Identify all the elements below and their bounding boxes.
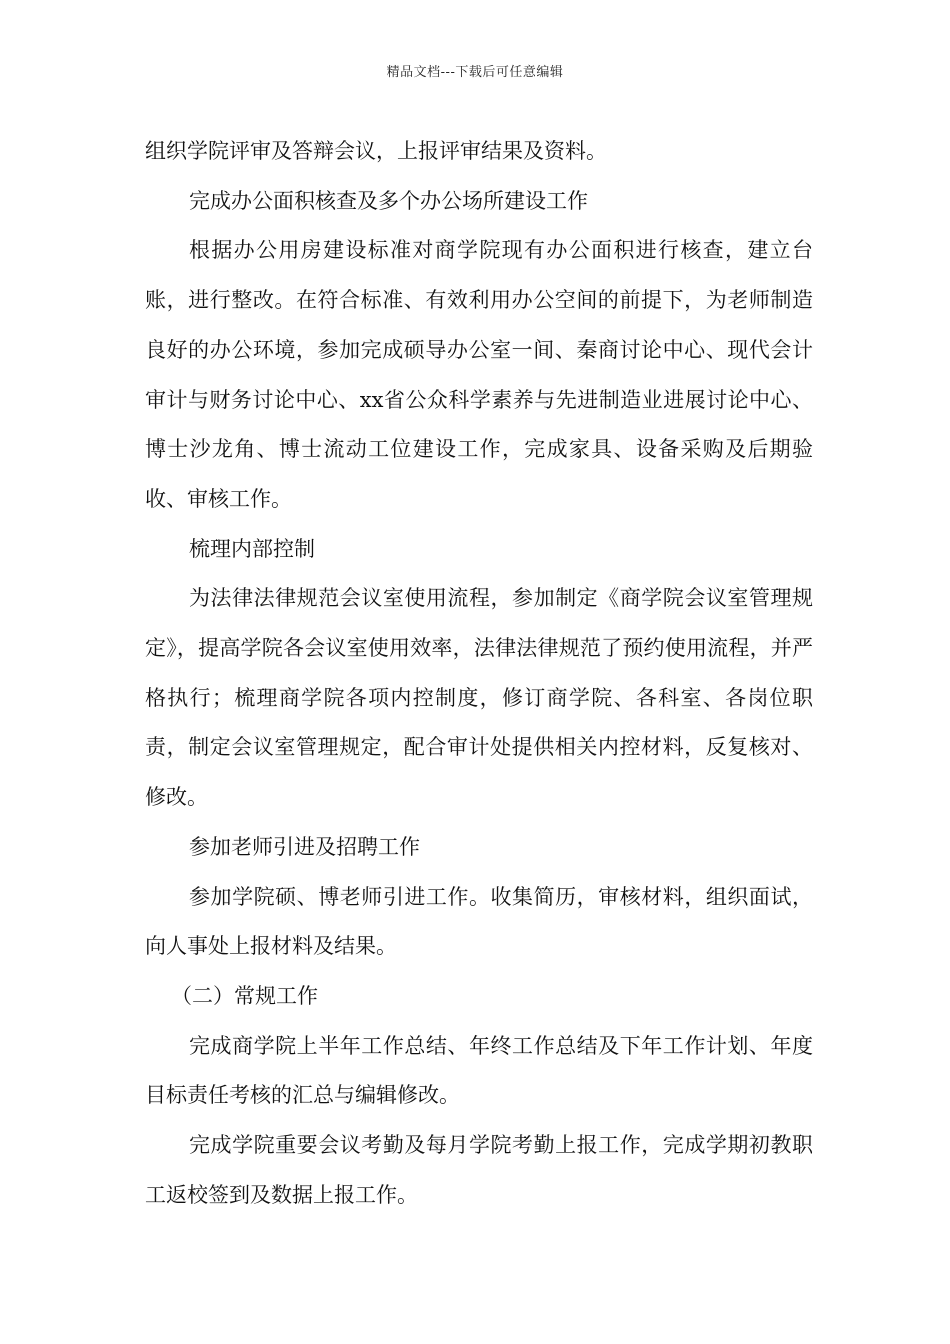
section-heading-office-area: 完成办公面积核查及多个办公场所建设工作 [189, 188, 588, 213]
section-heading-routine-work: （二）常规工作 [171, 983, 318, 1008]
paragraph-1: 组织学院评审及答辩会议，上报评审结果及资料。 [145, 139, 607, 163]
paragraph-summary-work: 完成商学院上半年工作总结、年终工作总结及下年工作计划、年度目标责任考核的汇总与编辑修改。 [145, 1033, 813, 1108]
paragraph-attendance-work: 完成学院重要会议考勤及每月学院考勤上报工作，完成学期初教职工返校签到及数据上报工作。 [145, 1133, 813, 1207]
section-heading-internal-control: 梳理内部控制 [189, 536, 315, 561]
paragraph-internal-control: 为法律法律规范会议室使用流程，参加制定《商学院会议室管理规定》，提高学院各会议室使用效率，法律法律规范了预约使用流程，并严格执行；梳理商学院各项内控制度，修订商学院、各科室、各岗位职责，制定会议室管理规定，配合审计处提供相关内控材料，反复核对、修改。 [145, 586, 813, 810]
paragraph-office-area: 根据办公用房建设标准对商学院现有办公面积进行核查，建立台账，进行整改。在符合标准、有效利用办公空间的前提下，为老师制造良好的办公环境，参加完成硕导办公室一间、秦商讨论中心、现代会计审计与财务讨论中心、xx省公众科学素养与先进制造业进展讨论中心、博士沙龙角、博士流动工位建设工作，完成家具、设备采购及后期验收、审核工作。 [145, 238, 813, 511]
paragraph-recruitment: 参加学院硕、博老师引进工作。收集简历，审核材料，组织面试，向人事处上报材料及结果。 [145, 884, 813, 959]
document-body [145, 127, 813, 1220]
section-heading-recruitment: 参加老师引进及招聘工作 [189, 834, 420, 859]
page-header: 精品文档---下载后可任意编辑 [386, 65, 564, 80]
